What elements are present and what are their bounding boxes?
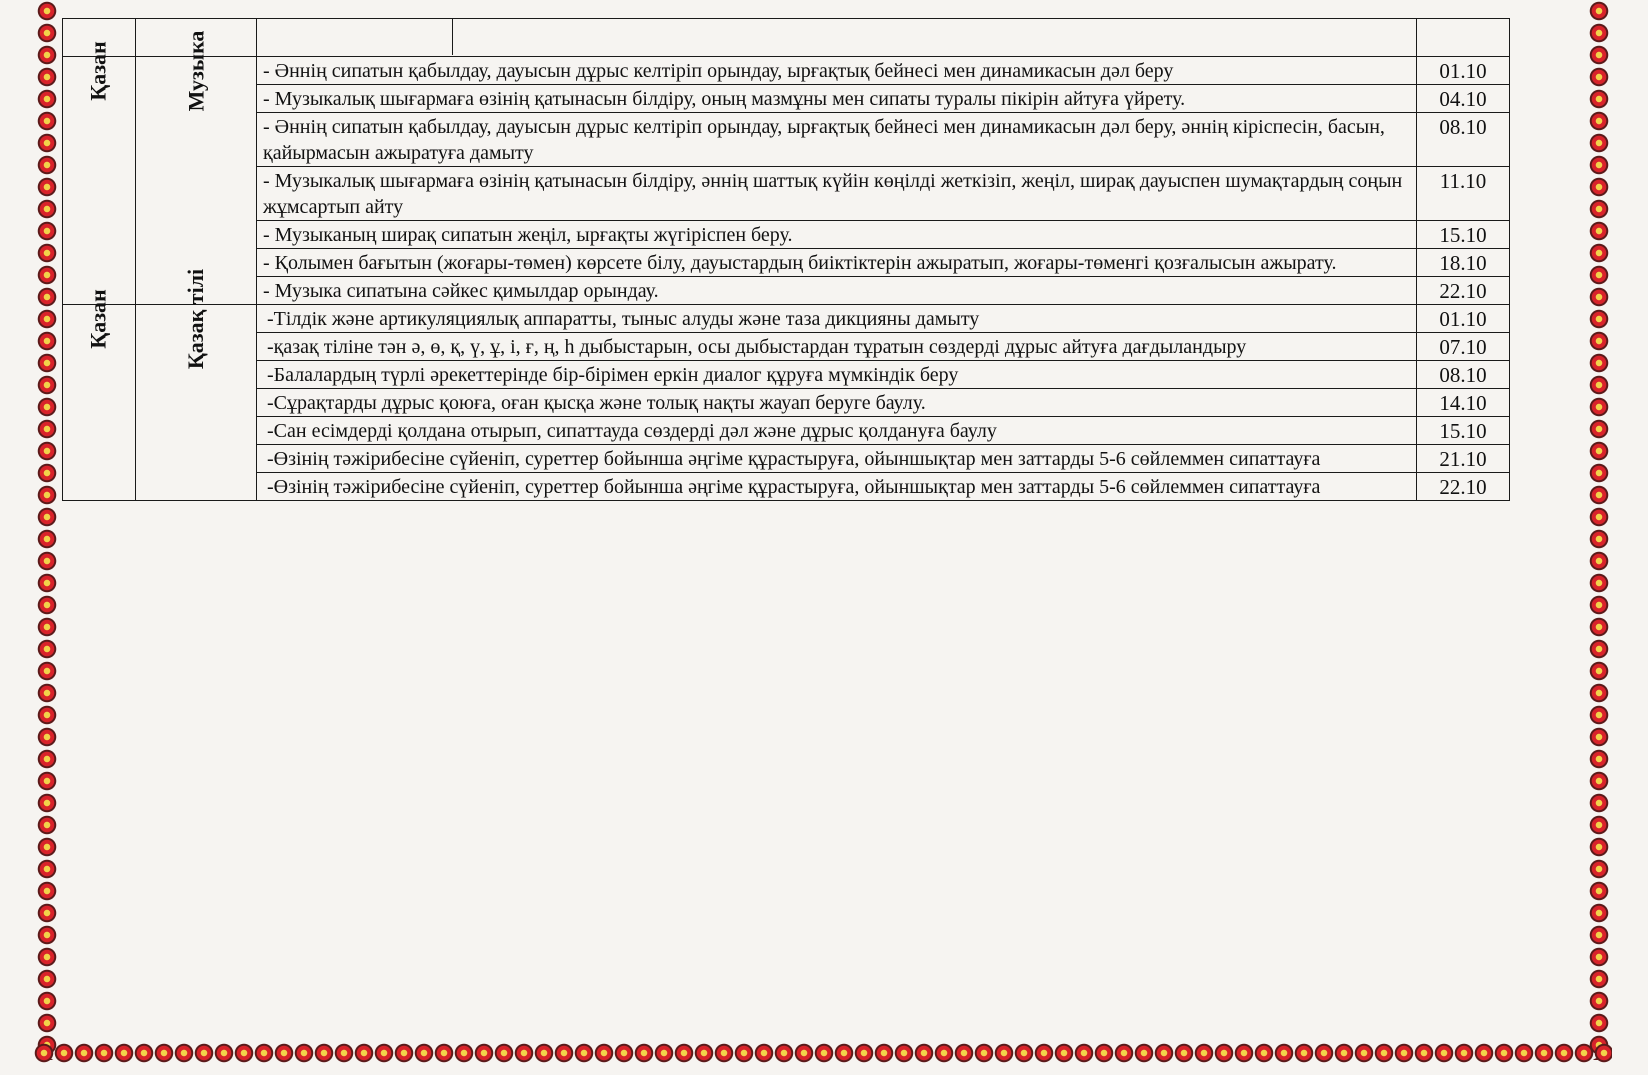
task-cell: -Сұрақтарды дұрыс қоюға, оған қысқа және толық нақты жауап беруге баулу. [257,389,1417,417]
subject-label: Қазақ тілі [183,268,208,370]
date-cell: 04.10 [1417,85,1510,113]
date-cell: 22.10 [1417,473,1510,501]
task-cell: -Тілдік және артикуляциялық аппаратты, тыныс алуды және таза дикцияны дамыту [257,305,1417,333]
month-cell [63,289,136,501]
task-cell: -Сан есімдерді қолдана отырып, сипаттауда сөздерді дәл және дұрыс қолдануға баулу [257,417,1417,445]
task-cell: -қазақ тіліне тән ә, ө, қ, ү, ұ, і, ғ, ң, һ дыбыстарын, осы дыбыстардан тұратын сөздерді дұрыс айтуға дағдыландыру [257,333,1417,361]
task-cell: - Қолымен бағытын (жоғары-төмен) көрсете білу, дауыстардың биіктіктерін ажыратып, жоғары-төменгі қозғалысын ажырату. [257,249,1417,277]
table-row [63,445,1510,473]
date-cell: 11.10 [1417,167,1510,221]
task-cell: - Музыкалық шығармаға өзінің қатынасын білдіру, оның мазмұны мен сипаты туралы пікірін айтуға үйрету. [257,85,1417,113]
table-row [63,249,1510,277]
month-label: Қазан [86,41,111,101]
decorative-border-left [34,0,60,1060]
task-cell: - Музыкалық шығармаға өзінің қатынасын білдіру, әннің шаттық күйін көңілді жеткізіп, жеңіл, ширақ дауыспен шумақтардың соңын жұмсартып айту [257,167,1417,221]
date-cell: 14.10 [1417,389,1510,417]
bleed-through-background [110,630,1510,970]
task-cell: -Балалардың түрлі әрекеттерінде бір-бірімен еркін диалог құруға мүмкіндік беру [257,361,1417,389]
date-cell: 21.10 [1417,445,1510,473]
month-cell [63,41,136,305]
subject-label: Музыка [183,30,208,112]
date-cell: 07.10 [1417,333,1510,361]
header-cell-task [257,19,1417,57]
date-cell: 08.10 [1417,361,1510,389]
task-cell: - Әннің сипатын қабылдау, дауысын дұрыс келтіріп орындау, ырғақтық бейнесі мен динамикасын дәл беру, әннің кіріспесін, басын, қайырмасын ажыратуға дамыту [257,113,1417,167]
date-cell: 15.10 [1417,221,1510,249]
month-label: Қазан [86,289,111,349]
lesson-plan-table [62,18,1510,501]
task-cell: - Әннің сипатын қабылдау, дауысын дұрыс келтіріп орындау, ырғақтық бейнесі мен динамикасын дәл беру [257,57,1417,85]
date-cell: 15.10 [1417,417,1510,445]
task-cell: - Музыка сипатына сәйкес қимылдар орындау. [257,277,1417,305]
table-row [63,85,1510,113]
date-cell: 08.10 [1417,113,1510,167]
table-row [63,305,1510,333]
date-cell: 01.10 [1417,57,1510,85]
header-cell-date [1417,19,1510,57]
table-row [63,57,1510,85]
subject-cell [136,268,257,501]
table-row [63,333,1510,361]
table-row [63,417,1510,445]
subject-cell [136,30,257,305]
decorative-border-right [1586,0,1612,1060]
table-row [63,473,1510,501]
table-row [63,113,1510,167]
task-cell: -Өзінің тәжірибесіне сүйеніп, суреттер бойынша әңгіме құрастыруға, ойыншықтар мен заттарды 5-6 сөйлеммен сипаттауға [257,473,1417,501]
table-header-row [63,19,1510,57]
table-row [63,167,1510,221]
table-row [63,389,1510,417]
task-cell: -Өзінің тәжірибесіне сүйеніп, суреттер бойынша әңгіме құрастыруға, ойыншықтар мен заттарды 5-6 сөйлеммен сипаттауға [257,445,1417,473]
table-row [63,277,1510,305]
table-row [63,221,1510,249]
decorative-border-bottom [34,1040,1612,1066]
date-cell: 01.10 [1417,305,1510,333]
date-cell: 22.10 [1417,277,1510,305]
date-cell: 18.10 [1417,249,1510,277]
task-cell: - Музыканың ширақ сипатын жеңіл, ырғақты жүгіріспен беру. [257,221,1417,249]
table-row [63,361,1510,389]
